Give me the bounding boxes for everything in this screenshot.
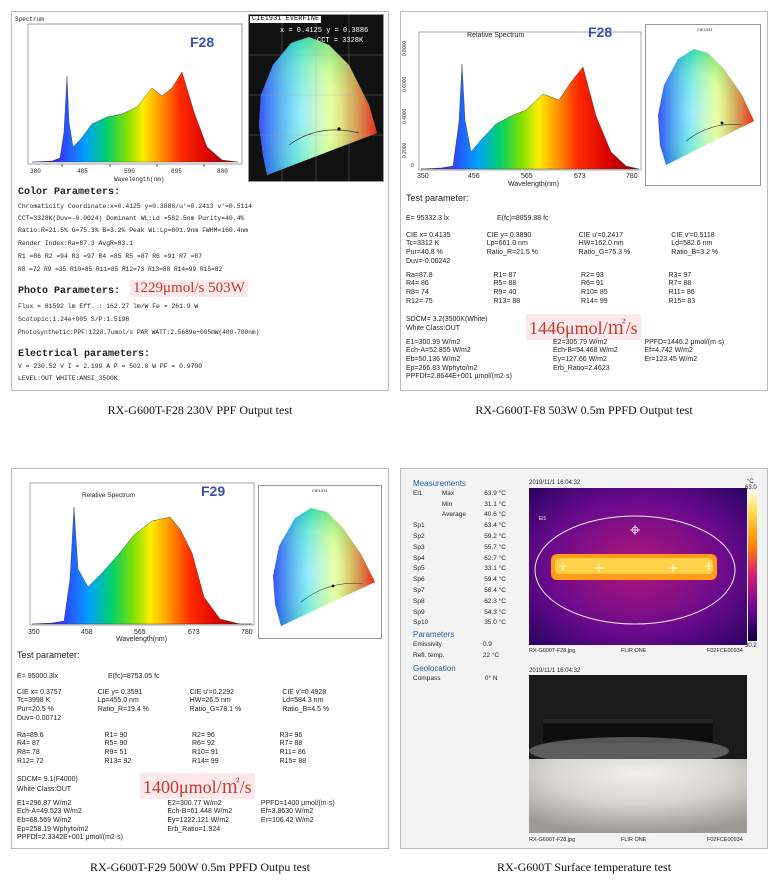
tick-485: 485 — [77, 168, 88, 175]
y-tick-3: 0.2000 — [402, 142, 408, 158]
cie-title: CIE1931 — [697, 27, 713, 32]
render-index-cell: R2= 96 — [192, 731, 215, 739]
measurement-cell: Sp5 — [413, 565, 425, 573]
tick-590: 590 — [124, 168, 135, 175]
measurement-cell: Sp2 — [413, 533, 425, 541]
render-index-cell: R11= 86 — [279, 748, 306, 756]
photo-line-2: Scotopic:1.24e+005 S/P:1.5198 — [18, 316, 130, 323]
tick-458: 458 — [81, 629, 93, 636]
cie-param-cell: CIE v'=0.4928 — [282, 688, 327, 696]
irradiance-cell: E2=300.77 W/m2 — [167, 799, 222, 807]
cie-param-cell: Ratio_G=75.3 % — [578, 248, 631, 256]
render-index-cell: R15= 83 — [668, 297, 696, 305]
measurement-cell: Min — [441, 500, 453, 508]
geolocation-cell: Compass — [413, 674, 441, 682]
caption-top-right: RX-G600T-F8 503W 0.5m PPFD Output test — [475, 403, 693, 417]
model-label: F28 — [588, 24, 613, 40]
sdcm: SDCM= 9.1(F4000) — [17, 776, 78, 783]
cie-param-cell — [190, 714, 283, 723]
tick-673: 673 — [188, 629, 200, 636]
measurement-row — [413, 596, 523, 607]
irradiance-cell: E2=305.79 W/m2 — [552, 338, 608, 346]
color-params-head: Color Parameters: — [18, 187, 121, 198]
cie-param-row — [406, 257, 756, 266]
spectrum-title: Relative Spectrum — [467, 32, 525, 39]
render-index-cell: R3= 97 — [668, 271, 692, 279]
irradiance-cell — [261, 825, 367, 834]
foot-id: F02FCE00934 — [707, 648, 743, 654]
geolocation-head: Geolocation — [413, 664, 456, 673]
white-class: White Class:OUT — [17, 786, 72, 793]
render-index-cell: R6= 92 — [192, 740, 215, 748]
parameter-cell: Emissivity — [413, 640, 442, 648]
render-index-cell: R13= 88 — [493, 297, 521, 305]
temperature-scale — [748, 491, 757, 641]
irradiance-cell: Ey=127.66 W/m2 — [552, 355, 607, 363]
model-label: F29 — [201, 483, 226, 499]
cie-param-cell — [282, 714, 367, 723]
measurement-cell: 31.1 °C — [484, 500, 506, 508]
measurement-cell: Sp8 — [413, 597, 425, 605]
cie-param-table — [17, 688, 367, 722]
tick-350: 350 — [28, 629, 40, 636]
irradiance-table — [406, 338, 756, 381]
cie-param-row — [17, 705, 367, 714]
render-index-cell: R2= 93 — [581, 271, 604, 279]
white-class: White Class:OUT — [406, 325, 461, 332]
render-index-cell: R5= 90 — [104, 740, 128, 748]
tick-695: 695 — [171, 168, 182, 175]
render-index-row — [17, 740, 367, 749]
measurement-cell — [442, 542, 484, 553]
cie-param-row — [406, 231, 756, 240]
irradiance-row — [406, 355, 756, 364]
irradiance-cell — [644, 372, 756, 381]
cie-param-cell: Ratio_B=3.2 % — [671, 248, 719, 256]
render-index-row — [17, 748, 367, 757]
cie-param-cell: Pur=40.8 % — [406, 248, 443, 256]
cie-param-row — [17, 688, 367, 697]
render-index-cell: R12= 75 — [406, 297, 433, 305]
cie-param-cell: Ratio_B=4.5 % — [282, 705, 330, 713]
irradiance-row — [17, 825, 367, 834]
tick-565: 565 — [134, 629, 146, 636]
measurement-cell: 59.4 °C — [484, 576, 506, 584]
measurement-cell: Sp9 — [413, 608, 425, 616]
measurement-row — [413, 607, 523, 618]
measurement-cell: 33.1 °C — [484, 565, 506, 573]
photo-line-3: Photosynthetic:PPF:1228.7umol/s PAR WATT:2.5689e+005mW(400-700nm) — [18, 329, 260, 336]
irradiance-cell: Ech-A=49.523 W/m2 — [17, 808, 82, 816]
cie-param-row — [17, 714, 367, 723]
irradiance-cell: PPFDf=2.3342E+001 μmol/(m2·s) — [17, 834, 123, 842]
measurement-row — [413, 574, 523, 585]
tick-565: 565 — [521, 173, 533, 180]
cie-param-row — [406, 240, 756, 249]
foot-cam-2: FLIR ONE — [621, 837, 647, 843]
x-axis-label: Wavelength(nm) — [114, 176, 165, 183]
irradiance-row — [17, 799, 367, 808]
measurement-cell: Sp3 — [413, 543, 425, 551]
parameter-cell: 22 °C — [482, 651, 500, 659]
test-param-head: Test parameter: — [406, 193, 469, 203]
scale-max: 63.0 — [745, 485, 757, 491]
e-lux: E= 95000.3lx — [17, 673, 59, 680]
tick-380: 380 — [30, 168, 41, 175]
measurement-cell — [442, 618, 484, 629]
irradiance-row — [406, 347, 756, 356]
cie-param-cell: Tc=3998 K — [17, 697, 51, 705]
cie-param-cell: Ratio_G=78.1 % — [189, 705, 242, 713]
cie-xy: x = 0.4125 y = 0.3886 — [280, 27, 369, 35]
color-line-2: CCT=3328K(Duv=-0.0024) Dominant WL:Ld =582.5nm Purity=40.4% — [18, 215, 245, 222]
render-index-table — [17, 731, 367, 765]
irradiance-cell: Erb_Ratio=1.924 — [167, 825, 221, 833]
measurement-cell: El1 — [413, 489, 423, 497]
measurement-cell — [442, 607, 484, 618]
foot-file: RX-G600T-F28.jpg — [529, 648, 576, 654]
irradiance-row — [17, 816, 367, 825]
photo-params-head: Photo Parameters: — [18, 286, 121, 297]
panel-thermal — [400, 468, 768, 849]
panel-f29-ppfd — [11, 468, 389, 849]
render-index-cell: R12= 72 — [17, 757, 44, 765]
irradiance-cell: PPFD=1446.2 μmol/(m·s) — [644, 338, 725, 346]
parameter-row — [413, 639, 523, 650]
parameters-head: Parameters — [413, 630, 455, 639]
irradiance-row — [406, 338, 756, 347]
render-index-cell: R10= 91 — [192, 748, 219, 756]
cie-param-cell: Lp=455.0 nm — [97, 697, 139, 705]
measurement-cell: 62.7 °C — [484, 554, 506, 562]
irradiance-table — [17, 799, 367, 842]
timestamp-top: 2019/11/1 16:04:32 — [529, 480, 581, 486]
x-axis-label: Wavelength(nm) — [508, 181, 560, 188]
render-index-cell: R7= 88 — [668, 280, 692, 288]
measurements-head: Measurements — [413, 479, 466, 488]
measurement-row — [413, 510, 523, 521]
caption-bottom-right: RX-G600T Surface temperature test — [496, 860, 672, 874]
measurement-row — [413, 488, 523, 499]
irradiance-cell: Ef=3.8630 W/m2 — [260, 808, 314, 816]
cie-param-cell: Ratio_R=21.5 % — [486, 248, 538, 256]
measurement-cell: Sp1 — [413, 522, 425, 530]
cie-param-cell — [579, 257, 672, 266]
render-index-row — [17, 757, 367, 766]
e-lux: E= 95332.3 lx — [406, 215, 450, 222]
cie-chart — [248, 14, 384, 182]
spectrum-title: Relative Spectrum — [82, 492, 136, 499]
tick-780: 780 — [241, 629, 253, 636]
measurement-cell — [442, 531, 484, 542]
render-index-cell: R4= 86 — [406, 280, 429, 288]
color-line-6: R8 =72 R9 =35 R10=85 R11=85 R12=73 R13=88 R14=99 R15=82 — [18, 266, 223, 273]
render-index-cell: Ra=87.8 — [406, 271, 433, 279]
measurement-row — [413, 531, 523, 542]
render-index-cell: R9= 51 — [104, 748, 128, 756]
render-index-cell: R4= 87 — [17, 740, 40, 748]
y-tick-4: 0 — [411, 163, 414, 169]
measurement-cell: Sp10 — [413, 619, 429, 627]
irradiance-cell — [167, 833, 261, 842]
irradiance-cell: E1=296.87 W/m2 — [17, 799, 72, 807]
photo-line-1: Flux = 81592 lm Eff. : 162.27 lm/W Fe = 261.9 W — [18, 303, 199, 310]
cie-param-cell: HW=26.5 nm — [189, 697, 231, 705]
irradiance-cell — [261, 833, 367, 842]
render-index-row — [406, 280, 756, 289]
measurement-cell: Average — [441, 511, 466, 519]
spectrum-label: Spectrum — [15, 16, 44, 23]
cie-param-table — [406, 231, 756, 265]
measurement-cell: 54.3 °C — [484, 608, 506, 616]
measurement-cell: Sp7 — [413, 587, 425, 595]
measurement-cell: 62.3 °C — [484, 597, 506, 605]
cie-param-cell: CIE x= 0.4135 — [406, 231, 451, 239]
measurement-cell — [442, 564, 484, 575]
irradiance-cell: Ef=4.742 W/m2 — [644, 347, 693, 355]
tick-350: 350 — [417, 173, 429, 180]
elec-params-head: Electrical parameters: — [18, 349, 151, 360]
elec-line-1: V = 230.52 V I = 2.199 A P = 502.8 W PF = 0.9700 — [18, 363, 203, 370]
cie-param-cell: Tc=3312 K — [406, 240, 440, 248]
irradiance-row — [406, 364, 756, 373]
measurement-cell: 40.6 °C — [484, 511, 506, 519]
measurement-cell: 55.7 °C — [484, 543, 506, 551]
render-index-cell: R10= 85 — [581, 288, 608, 296]
foot-id-2: F02FCE00934 — [707, 837, 743, 843]
irradiance-cell: E1=300.99 W/m2 — [406, 338, 461, 346]
render-index-cell: R8= 78 — [17, 748, 40, 756]
color-line-4: Render Index:Ra=87.3 AvgR=83.1 — [18, 240, 134, 247]
measurement-row — [413, 520, 523, 531]
cie-param-cell: HW=162.0 nm — [578, 240, 624, 248]
render-index-cell: R9= 40 — [493, 288, 517, 296]
irradiance-cell: Ey=1222.121 W/m2 — [167, 816, 230, 824]
render-index-row — [17, 731, 367, 740]
irradiance-cell — [553, 372, 644, 381]
measurement-row — [413, 553, 523, 564]
render-index-cell: R11= 86 — [668, 288, 695, 296]
irradiance-cell: Ep=266.83 Wphyto/m2 — [406, 364, 478, 372]
irradiance-cell: Ech-B=54.468 W/m2 — [552, 347, 618, 355]
render-index-cell: R6= 91 — [581, 280, 604, 288]
color-line-3: Ratio:R=21.5% G=75.3% B=3.2% Peak WL:Lp=601.9nm FWHM=160.4nm — [18, 227, 249, 234]
measurement-cell: 63.4 °C — [484, 522, 506, 530]
measurement-row — [413, 618, 523, 629]
cie-param-cell: CIE u'=0.2292 — [189, 688, 234, 696]
el1-label: El1 — [539, 516, 547, 522]
cie-param-cell — [98, 714, 190, 723]
foot-file-2: RX-G600T-F28.jpg — [529, 837, 576, 843]
measurement-cell — [442, 553, 484, 564]
panel-f28-ppf — [11, 11, 389, 391]
irradiance-row — [406, 372, 756, 381]
cie-title: CIE1931 — [312, 488, 328, 493]
render-index-cell: R13= 92 — [104, 757, 132, 765]
y-tick-1: 0.6000 — [402, 76, 408, 92]
ppf-highlight: 1229μmol/s 503W — [130, 280, 248, 297]
parameter-cell: Refl. temp. — [413, 651, 445, 659]
render-index-cell: R14= 99 — [192, 757, 219, 765]
scale-min: 30.2 — [745, 643, 757, 649]
irradiance-cell: Eb=68.569 W/m2 — [17, 816, 72, 824]
measurement-cell — [442, 596, 484, 607]
cie-param-cell: Duv=-0.00242 — [406, 257, 451, 265]
e-fc: E(fc)=8753.05 fc — [108, 673, 160, 680]
cie-chart — [645, 24, 761, 186]
irradiance-cell: Er=123.45 W/m2 — [644, 355, 698, 363]
tick-456: 456 — [468, 173, 480, 180]
scale-unit: °C — [747, 479, 754, 485]
cie-param-cell: CIE x= 0.3757 — [17, 688, 62, 696]
measurement-cell — [413, 510, 442, 521]
measurement-cell — [413, 499, 442, 510]
cie-param-cell: CIE y= 0.3591 — [97, 688, 143, 696]
measurement-row — [413, 564, 523, 575]
measurement-cell: 56.4 °C — [484, 587, 506, 595]
parameters-table — [413, 639, 523, 661]
thermal-image — [529, 488, 747, 645]
render-index-row — [406, 271, 756, 280]
cie-param-cell — [671, 257, 756, 266]
irradiance-cell — [644, 364, 756, 373]
render-index-cell: R14= 99 — [581, 297, 608, 305]
measurement-row — [413, 542, 523, 553]
render-index-cell: R15= 88 — [279, 757, 307, 765]
timestamp-bottom: 2019/11/1 16:04:32 — [529, 668, 581, 674]
measurement-cell: 35.0 °C — [484, 619, 506, 627]
irradiance-cell: Er=106.42 W/m2 — [260, 816, 314, 824]
irradiance-cell: PPFDf=2.8644E+001 μmol/(m2·s) — [406, 373, 512, 381]
caption-top-left: RX-G600T-F28 230V PPF Output test — [107, 403, 293, 417]
measurement-cell — [442, 574, 484, 585]
measurement-cell: 63.9 °C — [484, 489, 506, 497]
ppfd-highlight: 1446μmol/㎡/s — [526, 314, 641, 340]
cie-param-cell — [487, 257, 579, 266]
measurement-cell: Sp4 — [413, 554, 425, 562]
irradiance-row — [17, 833, 367, 842]
render-index-row — [406, 297, 756, 306]
measurement-row — [413, 499, 523, 510]
e-fc: E(fc)=8859.88 fc — [497, 215, 549, 222]
y-tick-2: 0.4000 — [402, 108, 408, 124]
cie-param-cell: CIE y= 0.3890 — [486, 231, 532, 239]
render-index-cell: R7= 88 — [279, 740, 303, 748]
parameter-cell: 0.9 — [482, 640, 492, 648]
parameter-row — [413, 650, 523, 661]
render-index-cell: R1= 90 — [104, 731, 128, 739]
cie-param-cell: CIE v'=0.5118 — [671, 231, 715, 239]
irradiance-cell: Ech-B=61.448 W/m2 — [167, 808, 233, 816]
model-label: F28 — [190, 34, 215, 50]
render-index-cell: R5= 88 — [493, 280, 517, 288]
irradiance-cell: PPFD=1400 μmol/(m·s) — [260, 799, 335, 807]
cie-param-cell: CIE u'=0.2417 — [578, 231, 623, 239]
test-param-head: Test parameter: — [17, 650, 80, 660]
ppfd-highlight: 1400μmol/㎡/s — [140, 773, 255, 799]
cie-param-cell: Lp=661.0 nm — [486, 240, 528, 248]
measurement-cell: 59.2 °C — [484, 533, 506, 541]
render-index-table — [406, 271, 756, 305]
measurements-table — [413, 488, 523, 628]
irradiance-cell: Ep=258.19 Wphyto/m2 — [17, 825, 89, 833]
visible-photo — [529, 675, 747, 833]
caption-bottom-left: RX-G600T-F29 500W 0.5m PPFD Outpu test — [89, 860, 311, 874]
tick-673: 673 — [574, 173, 586, 180]
irradiance-row — [17, 808, 367, 817]
render-index-cell: R8= 74 — [406, 288, 429, 296]
cie-param-cell: Pur=20.5 % — [17, 705, 54, 713]
cie-chart — [258, 485, 382, 639]
measurement-row — [413, 585, 523, 596]
irradiance-cell: Erb_Ratio=2.4623 — [552, 364, 610, 372]
cie-param-row — [17, 697, 367, 706]
sdcm: SDCM= 3.2(3500K(White) — [406, 316, 488, 323]
geolocation-table — [413, 673, 523, 684]
render-index-cell: R1= 87 — [493, 271, 517, 279]
elec-line-2: LEVEL:OUT WHITE:ANSI_3500K — [18, 375, 118, 382]
measurement-cell: Max — [441, 489, 455, 497]
irradiance-cell: Eb=50.136 W/m2 — [406, 355, 461, 363]
cie-title: CIE1931 EVERFINE — [252, 15, 320, 23]
foot-cam: FLIR ONE — [621, 648, 647, 654]
panel-f8-ppfd — [400, 11, 768, 391]
cie-param-row — [406, 248, 756, 257]
y-tick-0: 0.8000 — [402, 40, 408, 56]
geolocation-row — [413, 673, 523, 684]
x-axis-label: Wavelength(nm) — [116, 636, 168, 643]
cie-param-cell: Duv=-0.00712 — [17, 714, 62, 722]
color-line-1: Chromaticity Coordinate:x=0.4125 y=0.3886/u'=0.2413 v'=0.5114 — [18, 203, 252, 210]
render-index-row — [406, 288, 756, 297]
tick-780: 780 — [626, 173, 638, 180]
cie-param-cell: Ld=582.6 nm — [671, 240, 713, 248]
measurement-cell — [442, 520, 484, 531]
color-line-5: R1 =86 R2 =94 R3 =97 R4 =85 R5 =87 R6 =91 R7 =87 — [18, 253, 203, 260]
render-index-cell: Ra=89.6 — [17, 731, 44, 739]
irradiance-cell: Ech-A=52.855 W/m2 — [406, 347, 471, 355]
cie-cct: CCT = 3328K — [317, 37, 364, 45]
measurement-cell: Sp6 — [413, 576, 425, 584]
cie-param-cell: Ld=584.3 nm — [282, 697, 324, 705]
geolocation-cell: 0° N — [484, 674, 498, 682]
render-index-cell: R3= 96 — [279, 731, 303, 739]
cie-param-cell: Ratio_R=19.4 % — [97, 705, 149, 713]
measurement-cell — [442, 585, 484, 596]
tick-800: 800 — [217, 168, 228, 175]
